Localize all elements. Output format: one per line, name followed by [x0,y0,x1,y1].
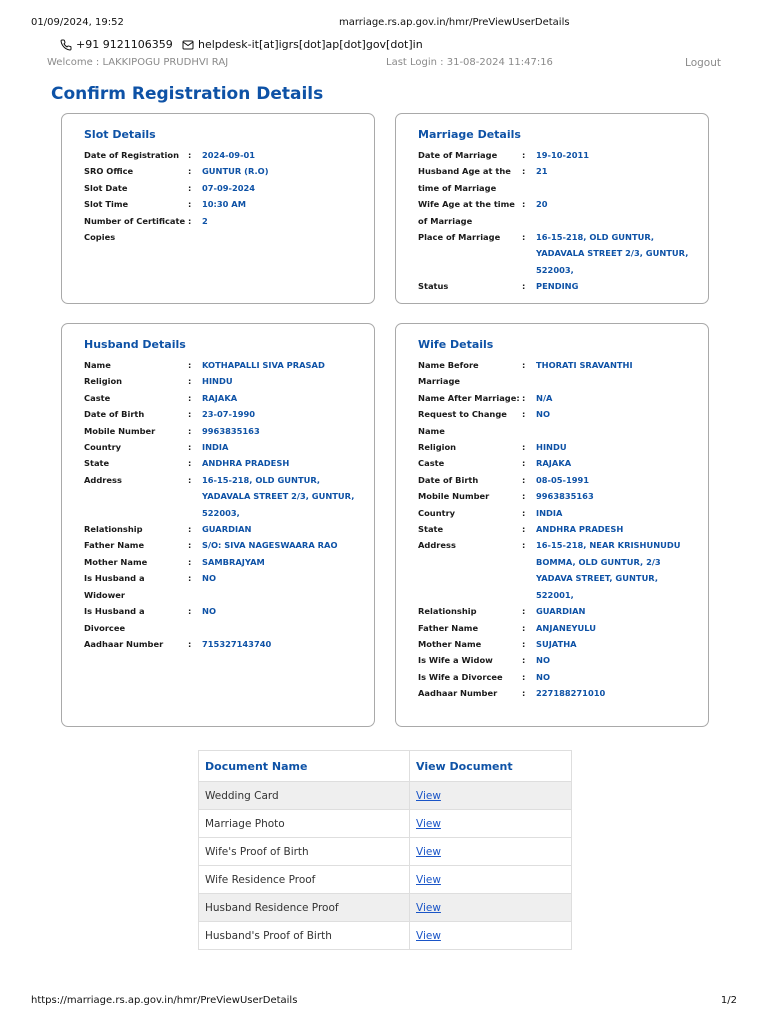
colon-separator: : [188,166,192,177]
detail-value: 9963835163 [536,491,594,502]
detail-label: Address [418,540,456,551]
detail-row [84,439,364,455]
detail-row [418,521,698,537]
detail-row [84,554,364,570]
detail-value: 21 [536,166,548,177]
detail-row [84,390,364,406]
print-header [31,17,737,31]
detail-value: 19-10-2011 [536,150,590,160]
view-cell [410,810,572,838]
document-name-header: Document Name [199,751,410,782]
colon-separator: : [522,622,526,633]
detail-value: 16-15-218, OLD GUNTUR, YADAVALA STREET 2/3, GUNTUR, 522003, [202,474,355,518]
detail-label: Number of Certificate Copies [84,215,186,243]
detail-label: Date of Birth [84,409,145,420]
detail-value: GUNTUR (R.O) [202,166,269,177]
detail-value: INDIA [202,442,229,453]
detail-label: Status [418,281,449,292]
detail-label: Date of Birth [418,474,479,485]
colon-separator: : [188,182,192,193]
detail-value: THORATI SRAVANTHI [536,360,633,370]
detail-label: Is Husband a Divorcee [84,606,145,633]
document-name: Husband Residence Proof [199,894,410,922]
colon-separator: : [188,573,192,584]
view-cell [410,838,572,866]
colon-separator: : [188,606,192,617]
view-cell [410,894,572,922]
colon-separator: : [188,442,192,453]
detail-value: 9963835163 [202,425,260,436]
detail-row [418,685,698,701]
detail-label: Mobile Number [418,491,490,502]
detail-row [84,423,364,439]
detail-value: N/A [536,392,553,403]
wife-details-card [395,323,709,727]
view-cell [410,922,572,950]
wife-details-title: Wife Details [418,338,494,351]
colon-separator: : [522,281,526,292]
welcome-text: Welcome : LAKKIPOGU PRUDHVI RAJ [47,57,229,68]
view-cell [410,866,572,894]
colon-separator: : [522,671,526,682]
detail-value: KOTHAPALLI SIVA PRASAD [202,360,325,370]
detail-value: ANDHRA PRADESH [202,458,290,469]
view-link[interactable]: View [416,845,441,858]
detail-row [418,439,698,455]
colon-separator: : [188,150,192,160]
print-datetime: 01/09/2024, 19:52 [31,17,124,28]
colon-separator: : [188,524,192,535]
detail-row [84,213,364,246]
wife-details-rows [418,357,698,702]
detail-row [418,390,698,406]
detail-label: Slot Date [84,182,128,193]
detail-label: Aadhaar Number [84,638,164,649]
detail-row [84,357,364,373]
marriage-details-card [395,113,709,304]
marriage-details-rows [418,147,698,295]
phone-icon [60,39,72,51]
detail-value: NO [536,409,550,420]
detail-value: 227188271010 [536,688,606,699]
view-link[interactable]: View [416,789,441,802]
detail-row [84,636,364,652]
detail-value: 2 [202,215,208,226]
page-title: Confirm Registration Details [51,84,324,104]
detail-value: SAMBRAJYAM [202,556,265,567]
colon-separator: : [522,360,526,370]
view-link[interactable]: View [416,873,441,886]
detail-row [84,180,364,196]
detail-row [84,373,364,389]
detail-value: INDIA [536,507,563,518]
detail-label: Aadhaar Number [418,688,498,699]
detail-value: 16-15-218, OLD GUNTUR, YADAVALA STREET 2/3, GUNTUR, 522003, [536,232,689,275]
phone-number: +91 9121106359 [76,38,173,51]
detail-row [418,620,698,636]
colon-separator: : [188,215,192,226]
detail-row [418,636,698,652]
detail-value: NO [202,606,216,617]
colon-separator: : [188,556,192,567]
colon-separator: : [522,540,526,551]
page-number: 1/2 [720,995,737,1006]
logout-link[interactable]: Logout [685,57,721,69]
colon-separator: : [188,425,192,436]
detail-label: Country [84,442,122,453]
marriage-details-title: Marriage Details [418,128,521,141]
detail-label: Religion [84,376,123,387]
colon-separator: : [522,491,526,502]
colon-separator: : [188,458,192,469]
colon-separator: : [188,376,192,387]
detail-label: Father Name [418,622,479,633]
colon-separator: : [522,442,526,453]
table-row [199,866,572,894]
detail-row [418,537,698,603]
detail-row [84,406,364,422]
detail-label: Date of Registration [84,150,179,160]
table-row [199,894,572,922]
colon-separator: : [188,360,192,370]
detail-label: SRO Office [84,166,134,177]
detail-label: Caste [84,392,111,403]
colon-separator: : [188,638,192,649]
detail-row [84,196,364,212]
colon-separator: : [188,199,192,210]
colon-separator: : [522,524,526,535]
document-name: Wife's Proof of Birth [199,838,410,866]
print-footer [31,995,737,1009]
colon-separator: : [522,409,526,420]
detail-value: HINDU [202,376,233,387]
detail-label: Caste [418,458,445,469]
detail-label: Wife Age at the time of Marriage [418,199,515,226]
detail-row [418,488,698,504]
detail-label: Relationship [84,524,143,535]
detail-value: 20 [536,199,548,210]
detail-value: 10:30 AM [202,199,246,210]
detail-value: NO [202,573,216,584]
colon-separator: : [522,150,526,160]
view-document-header: View Document [410,751,572,782]
detail-value: ANDHRA PRADESH [536,524,624,535]
colon-separator: : [188,409,192,420]
detail-value: NO [536,655,550,666]
detail-row [84,537,364,553]
detail-row [418,505,698,521]
detail-label: Place of Marriage [418,232,501,243]
detail-row [418,652,698,668]
detail-value: NO [536,671,550,682]
detail-label: Is Husband a Widower [84,573,145,600]
detail-value: HINDU [536,442,567,453]
detail-label: Mobile Number [84,425,156,436]
colon-separator: : [522,392,526,403]
detail-value: 715327143740 [202,638,272,649]
view-link[interactable]: View [416,817,441,830]
colon-separator: : [522,458,526,469]
detail-row [418,603,698,619]
detail-label: Name After Marriage: [418,392,520,403]
colon-separator: : [522,166,526,177]
detail-label: Is Wife a Widow [418,655,493,666]
detail-row [418,147,698,163]
colon-separator: : [522,232,526,243]
detail-value: 23-07-1990 [202,409,256,420]
detail-row [418,357,698,390]
detail-label: Husband Age at the time of Marriage [418,166,511,193]
colon-separator: : [522,688,526,699]
detail-label: Religion [418,442,457,453]
table-row [199,810,572,838]
view-link[interactable]: View [416,929,441,942]
table-row [199,922,572,950]
document-name: Wife Residence Proof [199,866,410,894]
detail-label: Country [418,507,456,518]
detail-row [84,455,364,471]
table-row [199,838,572,866]
colon-separator: : [522,638,526,649]
detail-row [418,229,698,278]
detail-label: Name [84,360,111,370]
detail-row [418,196,698,229]
detail-value: 16-15-218, NEAR KRISHUNUDU BOMMA, OLD GUNTUR, 2/3 YADAVA STREET, GUNTUR, 522001, [536,540,681,600]
detail-row [418,278,698,294]
documents-header-row [199,751,572,782]
detail-label: State [84,458,110,469]
print-url: marriage.rs.ap.gov.in/hmr/PreViewUserDetails [339,17,570,28]
detail-label: Slot Time [84,199,129,210]
detail-row [84,147,364,163]
colon-separator: : [188,392,192,403]
document-name: Husband's Proof of Birth [199,922,410,950]
detail-value: RAJAKA [202,392,238,403]
slot-details-rows [84,147,364,245]
husband-details-card [61,323,375,727]
husband-details-title: Husband Details [84,338,186,351]
detail-value: S/O: SIVA NAGESWAARA RAO [202,540,338,551]
detail-label: Relationship [418,606,477,617]
detail-label: Address [84,474,122,485]
colon-separator: : [522,606,526,617]
detail-label: Name Before Marriage [418,360,479,387]
detail-row [418,669,698,685]
detail-row [84,603,364,636]
detail-row [418,455,698,471]
detail-label: Father Name [84,540,145,551]
slot-details-title: Slot Details [84,128,156,141]
detail-value: GUARDIAN [536,606,586,617]
detail-label: Mother Name [84,556,148,567]
colon-separator: : [522,655,526,666]
detail-row [84,163,364,179]
slot-details-card [61,113,375,304]
documents-table [198,750,572,950]
detail-row [84,472,364,521]
view-cell [410,782,572,810]
footer-url: https://marriage.rs.ap.gov.in/hmr/PreViewUserDetails [31,995,298,1006]
detail-label: State [418,524,444,535]
detail-row [418,163,698,196]
document-name: Wedding Card [199,782,410,810]
mail-icon [182,39,194,51]
detail-value: 08-05-1991 [536,474,590,485]
document-name: Marriage Photo [199,810,410,838]
detail-label: Is Wife a Divorcee [418,671,503,682]
detail-value: PENDING [536,281,579,292]
detail-label: Date of Marriage [418,150,498,160]
detail-row [418,406,698,439]
detail-value: 07-09-2024 [202,182,256,193]
detail-row [84,521,364,537]
user-bar [47,57,721,71]
colon-separator: : [522,474,526,485]
detail-value: SUJATHA [536,638,577,649]
last-login-text: Last Login : 31-08-2024 11:47:16 [386,57,553,68]
detail-value: ANJANEYULU [536,622,596,633]
email-address: helpdesk-it[at]igrs[dot]ap[dot]gov[dot]in [198,38,423,51]
colon-separator: : [188,540,192,551]
husband-details-rows [84,357,364,652]
detail-value: 2024-09-01 [202,150,256,160]
detail-row [418,472,698,488]
detail-label: Mother Name [418,638,482,649]
detail-value: RAJAKA [536,458,572,469]
colon-separator: : [188,474,192,485]
detail-label: Request to Change Name [418,409,507,436]
detail-row [84,570,364,603]
colon-separator: : [522,507,526,518]
detail-value: GUARDIAN [202,524,252,535]
table-row [199,782,572,810]
view-link[interactable]: View [416,901,441,914]
colon-separator: : [522,199,526,210]
